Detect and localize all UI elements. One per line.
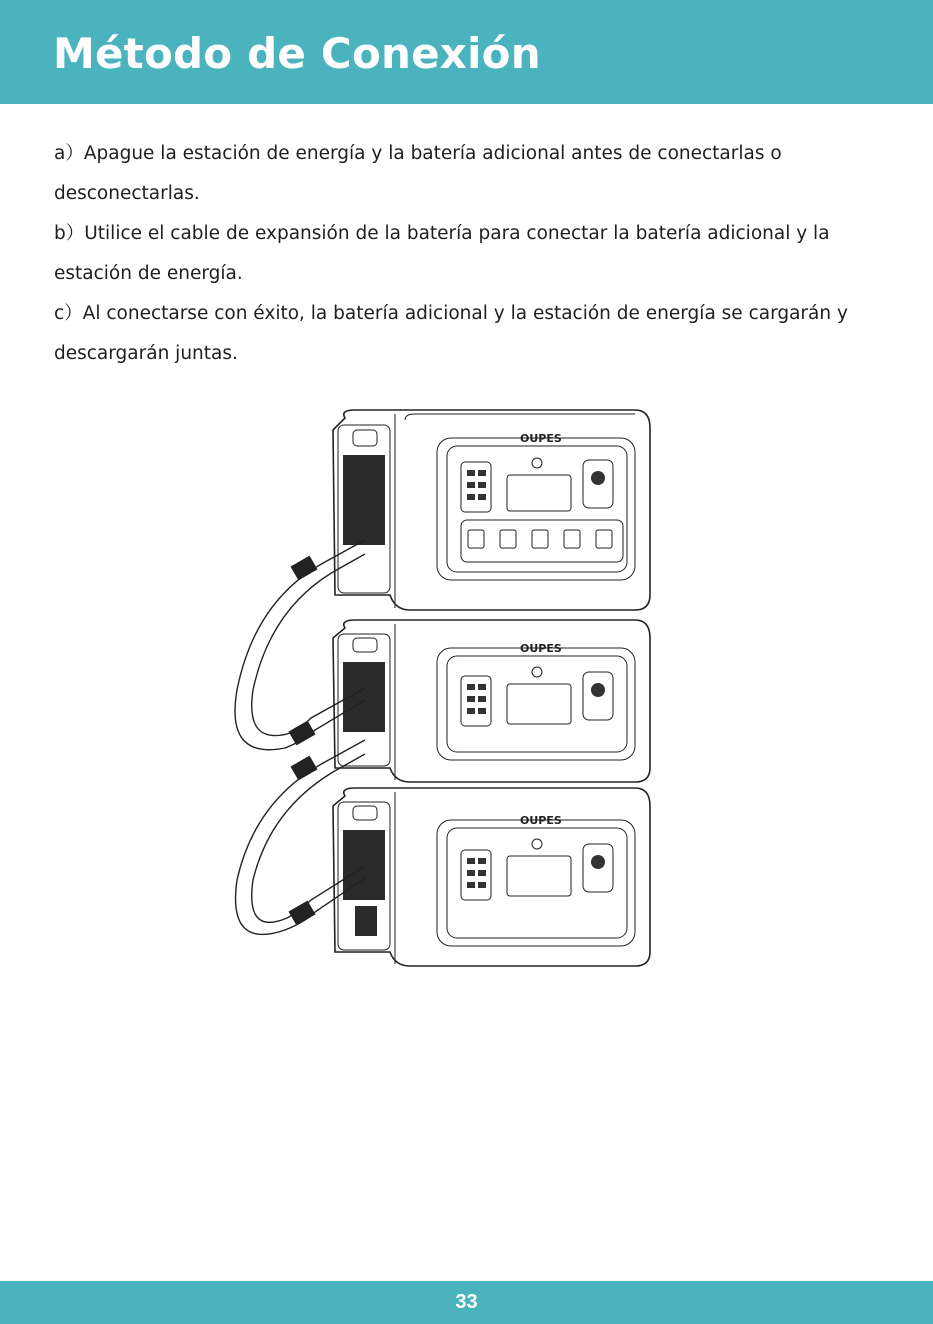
side-vent-icon <box>343 455 385 545</box>
page-number: 33 <box>455 1291 478 1313</box>
ac-outlets-icon <box>468 530 612 548</box>
power-station-unit <box>333 410 650 610</box>
page-title: Método de Conexión <box>53 29 541 78</box>
instruction-a: a）Apague la estación de energía y la batería adicional antes de conectarlas o desconectarlas. <box>54 143 782 204</box>
instruction-c: c）Al conectarse con éxito, la batería adicional y la estación de energía se cargarán y descargarán juntas. <box>54 303 848 364</box>
brand-label-top: OUPES <box>520 432 562 445</box>
page-header <box>0 0 933 104</box>
stacked-units-illustration <box>215 400 665 980</box>
power-button-icon <box>532 458 542 468</box>
illustration-svg <box>215 400 665 980</box>
instruction-b: b）Utilice el cable de expansión de la batería para conectar la batería adicional y la estación de energía. <box>54 223 830 284</box>
page-footer <box>0 1281 933 1324</box>
dc-port-icon <box>591 471 605 485</box>
brand-label-bottom: OUPES <box>520 814 562 827</box>
brand-label-middle: OUPES <box>520 642 562 655</box>
battery-unit-middle <box>333 620 650 782</box>
instructions-block <box>54 134 884 374</box>
battery-unit-bottom <box>333 788 650 966</box>
display-screen <box>507 475 571 511</box>
